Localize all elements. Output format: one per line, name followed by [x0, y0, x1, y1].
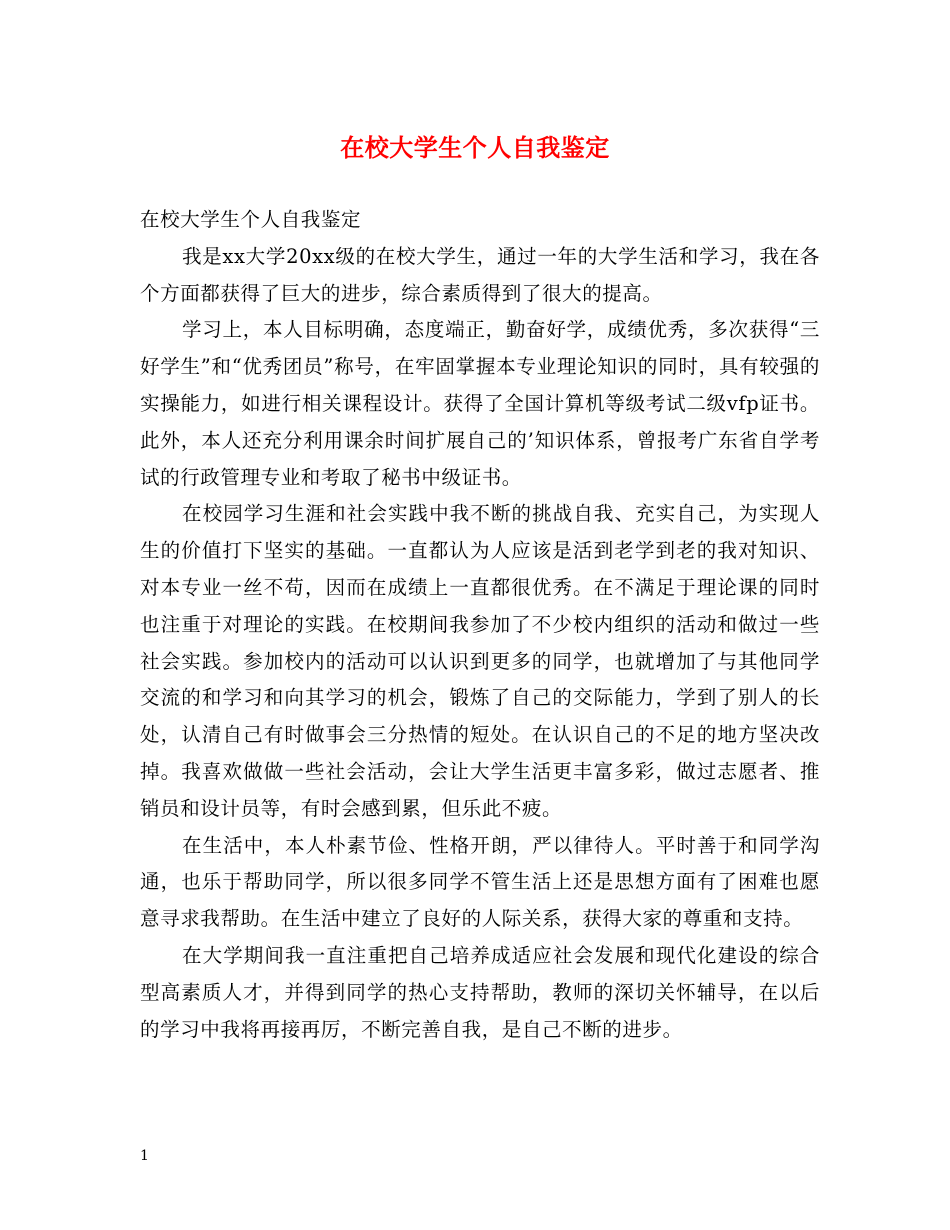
document-title: 在校大学生个人自我鉴定 — [340, 133, 610, 162]
paragraph-5: 在大学期间我一直注重把自己培养成适应社会发展和现代化建设的综合型高素质人才，并得到同学的热心支持帮助，教师的深切关怀辅导，在以后的学习中我将再接再厉，不断完善自我，是自己不断的进步。 — [140, 943, 820, 1041]
paragraph-2: 学习上，本人目标明确，态度端正，勤奋好学，成绩优秀，多次获得“三好学生”和“优秀团员”称号，在牢固掌握本专业理论知识的同时，具有较强的实操能力，如进行相关课程设计。获得了全国计算机等级考试二级vfp证书。此外，本人还充分利用课余时间扩展自己的’知识体系，曾报考广东省自学考试的行政管理专业和考取了秘书中级证书。 — [140, 318, 820, 489]
document-subtitle: 在校大学生个人自我鉴定 — [140, 208, 362, 231]
paragraph-4: 在生活中，本人朴素节俭、性格开朗，严以律待人。平时善于和同学沟通，也乐于帮助同学，所以很多同学不管生活上还是思想方面有了困难也愿意寻求我帮助。在生活中建立了良好的人际关系，获得大家的尊重和支持。 — [140, 833, 820, 931]
paragraph-3: 在校园学习生涯和社会实践中我不断的挑战自我、充实自己，为实现人生的价值打下坚实的基础。一直都认为人应该是活到老学到老的我对知识、对本专业一丝不苟，因而在成绩上一直都很优秀。在不满足于理论课的同时也注重于对理论的实践。在校期间我参加了不少校内组织的活动和做过一些社会实践。参加校内的活动可以认识到更多的同学，也就增加了与其他同学交流的和学习和向其学习的机会，锻炼了自己的交际能力，学到了别人的长处，认清自己有时做事会三分热情的短处。在认识自己的不足的地方坚决改掉。我喜欢做做一些社会活动，会让大学生活更丰富多彩，做过志愿者、推销员和设计员等，有时会感到累，但乐此不疲。 — [140, 502, 820, 820]
document-body — [140, 202, 820, 1048]
paragraph-1: 我是xx大学20xx级的在校大学生，通过一年的大学生活和学习，我在各个方面都获得了巨大的进步，综合素质得到了很大的提高。 — [140, 244, 820, 305]
page-number: 1 — [140, 1148, 149, 1164]
